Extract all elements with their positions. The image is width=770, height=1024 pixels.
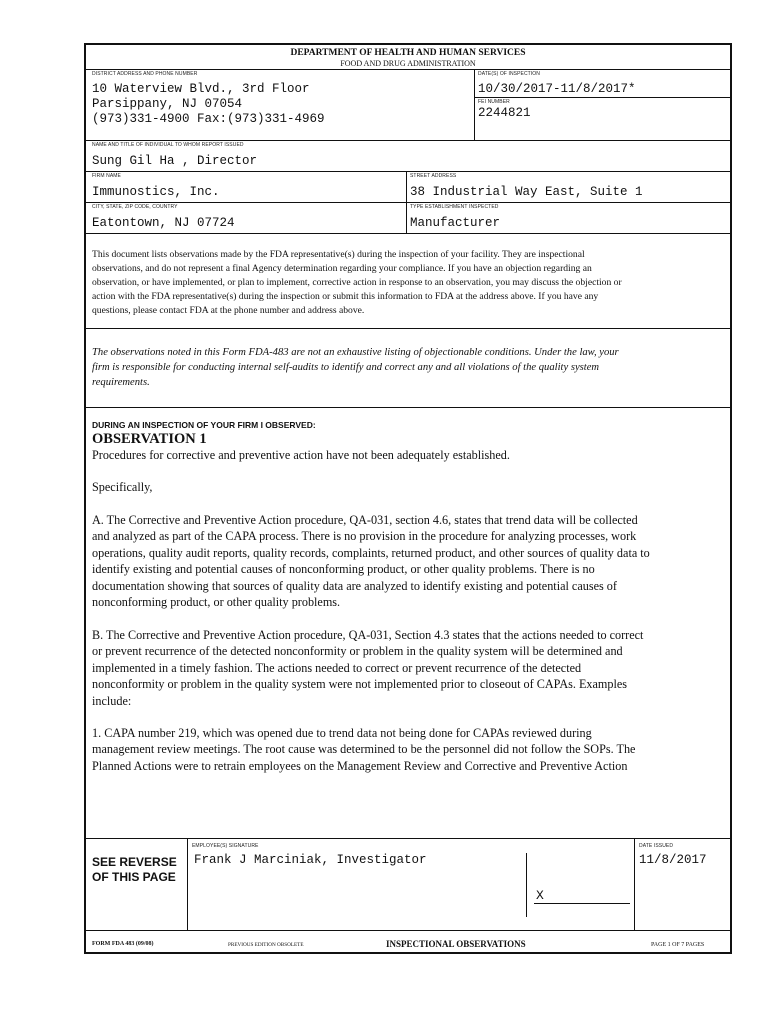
footer-title: INSPECTIONAL OBSERVATIONS [386,939,526,949]
fei-value: 2244821 [478,106,531,120]
inspection-dates-label: DATE(S) OF INSPECTION [478,71,541,77]
paragraph-line: Planned Actions were to retrain employees on the Management Review and Corrective and Preventive Action [92,758,628,773]
paragraph-line: implemented in a timely fashion. The actions needed to correct or prevent recurrence of the detected [92,660,582,675]
establishment-label: TYPE ESTABLISHMENT INSPECTED [410,204,499,210]
firm-value: Immunostics, Inc. [92,185,220,199]
paragraph-line: B. The Corrective and Preventive Action procedure, QA-031, Section 4.3 states that the actions needed to correct [92,628,644,642]
employee-signature-value: Frank J Marciniak, Investigator [194,853,427,867]
paragraph-line: and analyzed as part of the CAPA process. There is no provision in the procedure for analyzing processes, work [92,529,637,544]
paragraph-line: A. The Corrective and Preventive Action procedure, QA-031, section 4.6, states that trend data will be collected [92,513,638,527]
notice-line: observation, or have implemented, or plan to implement, corrective action in response to an observation, you may discuss the objection or [92,277,622,288]
district-label: DISTRICT ADDRESS AND PHONE NUMBER [92,71,198,77]
date-issued-value: 11/8/2017 [639,853,707,867]
paragraph-line: nonconformity or problem in the quality system were not implemented prior to closeout of CAPAs. Examples [92,677,628,692]
observation-summary: Procedures for corrective and preventive action have not been adequately established. [92,448,510,462]
notice-line: observations, and do not represent a final Agency determination regarding your compliance. If you have an objection regarding an [92,263,592,274]
disclaimer-text [92,345,619,390]
paragraph-line: include: [92,693,132,708]
observation-title: OBSERVATION 1 [92,431,207,447]
notice-line: questions, please contact FDA at the phone number and address above. [92,305,365,316]
firm-label: FIRM NAME [92,173,121,179]
notice-line: This document lists observations made by the FDA representative(s) during the inspection of your facility. They are inspectional [92,249,585,260]
paragraph-line: documentation showing that sources of quality data are analyzed to identify existing and potential causes of [92,578,617,593]
paragraph-line: 1. CAPA number 219, which was opened due to trend data not being done for CAPAs reviewed during [92,726,592,740]
city-value: Eatontown, NJ 07724 [92,216,235,230]
see-reverse-note [92,855,177,885]
page-indicator: PAGE 1 OF 7 PAGES [651,942,705,948]
notice-line: action with the FDA representative(s) during the inspection or submit this information to FDA at the address above. If you have any [92,291,599,302]
recipient-label: NAME AND TITLE OF INDIVIDUAL TO WHOM REPORT ISSUED [92,142,244,148]
establishment-value: Manufacturer [410,216,501,230]
observation-paragraph-1 [92,725,635,774]
paragraph-line: identify existing and potential causes of nonconforming product, or other quality problems. There is no [92,562,595,577]
city-label: CITY, STATE, ZIP CODE, COUNTRY [92,204,178,210]
disclaimer-line: requirements. [92,377,150,388]
disclaimer-line: firm is responsible for conducting internal self-audits to identify and correct any and all violations of the quality system [92,362,600,373]
department-title: DEPARTMENT OF HEALTH AND HUMAN SERVICES [290,48,526,58]
paragraph-line: management review meetings. The root cause was determined to be the personnel did not follow the SOPs. The [92,742,636,757]
district-address-line2: Parsippany, NJ 07054 [92,97,243,111]
paragraph-line: or prevent recurrence of the detected nonconformity or problem in the quality system will be determined and [92,644,623,659]
notice-text [92,248,622,318]
form-number: FORM FDA 483 (09/08) [92,941,154,947]
agency-title: FOOD AND DRUG ADMINISTRATION [340,59,476,68]
previous-edition-note: PREVIOUS EDITION OBSOLETE [228,942,304,948]
fda-483-form [84,43,732,954]
observations-heading: DURING AN INSPECTION OF YOUR FIRM I OBSERVED: [92,420,316,430]
paragraph-line: nonconforming product, or other quality problems. [92,595,341,610]
recipient-value: Sung Gil Ha , Director [92,154,258,168]
date-issued-label: DATE ISSUED [639,843,674,849]
disclaimer-line: The observations noted in this Form FDA-483 are not an exhaustive listing of objectionable conditions. Under the law, your [92,347,619,358]
employee-signature-label: EMPLOYEE(S) SIGNATURE [192,843,259,849]
street-label: STREET ADDRESS [410,173,457,179]
inspection-dates-value: 10/30/2017-11/8/2017* [478,82,636,96]
observation-paragraph-a [92,512,650,610]
see-reverse-line: SEE REVERSE [92,855,177,869]
signature-line [534,903,630,904]
district-phone: (973)331-4900 Fax:(973)331-4969 [92,112,325,126]
paragraph-line: operations, quality audit reports, quality records, complaints, returned product, and other sources of quality data to [92,545,650,560]
observation-specifically: Specifically, [92,480,153,494]
fei-label: FEI NUMBER [478,99,510,105]
observation-paragraph-b [92,627,643,709]
street-value: 38 Industrial Way East, Suite 1 [410,185,643,199]
see-reverse-line: OF THIS PAGE [92,870,176,884]
signature-x-mark: X [536,888,544,903]
district-address-line1: 10 Waterview Blvd., 3rd Floor [92,82,310,96]
